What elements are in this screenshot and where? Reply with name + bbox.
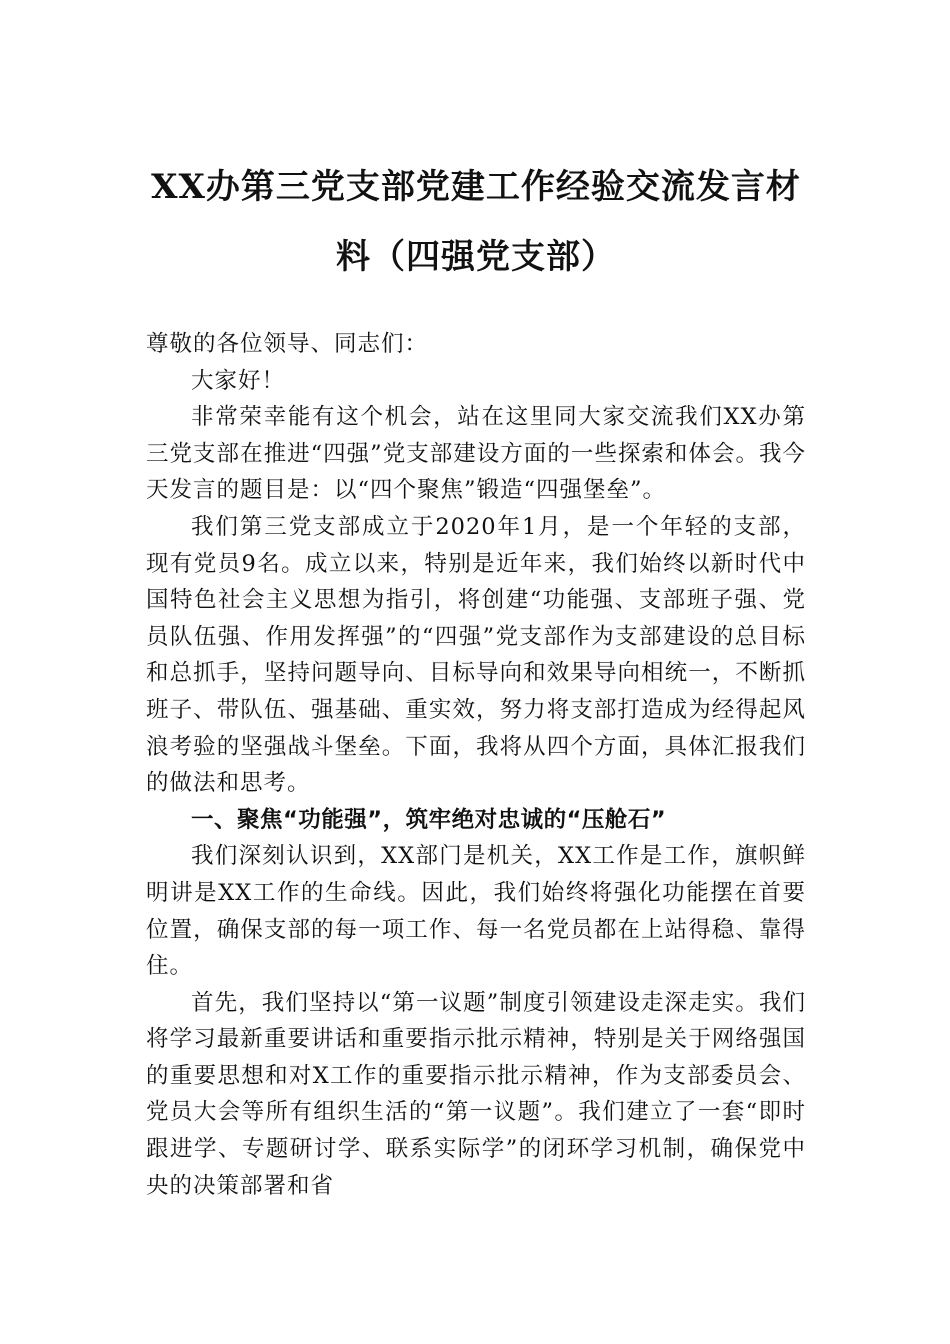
body-paragraph: 首先，我们坚持以“第一议题”制度引领建设走深走实。我们将学习最新重要讲话和重要指示批示精神，特别是关于网络强国的重要思想和对X工作的重要指示批示精神，作为支部委员会、党员大会等所有组织生活的“第一议题”。我们建立了一套“即时跟进学、专题研讨学、联系实际学”的闭环学习机制，确保党中央的决策部署和省	[146, 989, 806, 1199]
body-paragraph: 我们第三党支部成立于2020年1月，是一个年轻的支部，现有党员9名。成立以来，特别是近年来，我们始终以新时代中国特色社会主义思想为指引，将创建“功能强、支部班子强、党员队伍强、作用发挥强”的“四强”党支部作为支部建设的总目标和总抓手，坚持问题导向、目标导向和效果导向相统一，不断抓班子、带队伍、强基础、重实效，努力将支部打造成为经得起风浪考验的坚强战斗堡垒。下面，我将从四个方面，具体汇报我们的做法和思考。	[146, 513, 806, 797]
document-body	[146, 326, 806, 1204]
greeting: 大家好！	[191, 367, 286, 394]
body-paragraph: 非常荣幸能有这个机会，站在这里同大家交流我们XX办第三党支部在推进“四强”党支部建设方面的一些探索和体会。我今天发言的题目是：以“四个聚焦”锻造“四强堡垒”。	[146, 404, 806, 504]
salutation: 尊敬的各位领导、同志们：	[146, 331, 429, 357]
body-paragraph: 我们深刻认识到，XX部门是机关，XX工作是工作，旗帜鲜明讲是XX工作的生命线。因此，我们始终将强化功能摆在首要位置，确保支部的每一项工作、每一名党员都在上站得稳、靠得住。	[146, 843, 806, 980]
document-title: XX办第三党支部党建工作经验交流发言材料（四强党支部）	[151, 167, 801, 277]
section-heading: 一、聚焦“功能强”，筑牢绝对忠诚的“压舱石”	[191, 806, 667, 833]
